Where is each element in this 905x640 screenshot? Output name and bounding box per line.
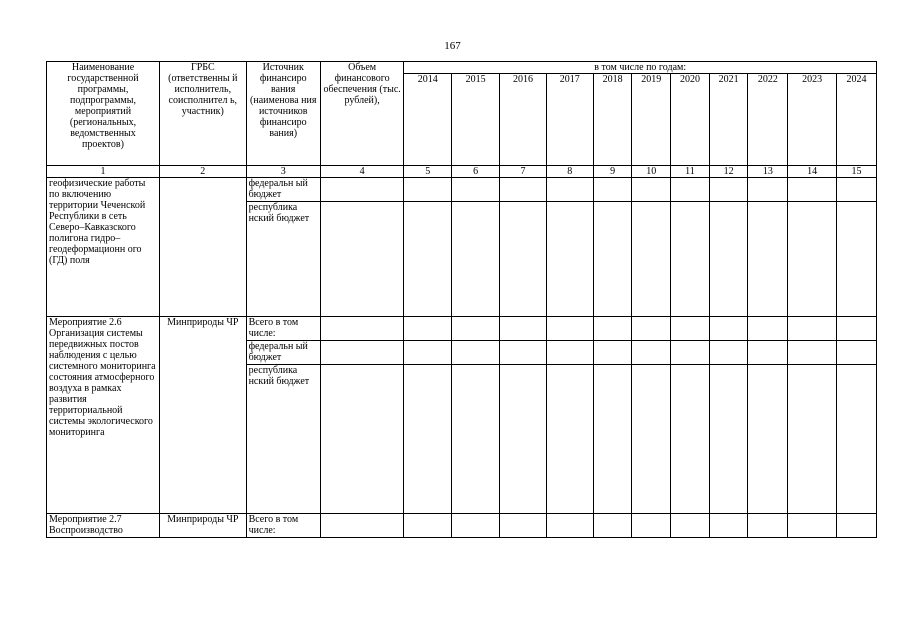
row-source-cell: республика нский бюджет [246, 202, 320, 317]
year-cell [404, 317, 452, 341]
header-funding-source: Источник финансиро вания (наименова ния источников финансиро вания) [246, 62, 320, 166]
column-number: 10 [632, 166, 671, 178]
year-cell [788, 178, 837, 202]
year-cell [837, 202, 877, 317]
year-cell [404, 341, 452, 365]
header-row-top [47, 62, 877, 74]
year-cell [748, 514, 788, 538]
header-year: 2021 [709, 74, 748, 166]
year-cell [709, 514, 748, 538]
year-cell [452, 365, 500, 514]
column-number: 7 [500, 166, 547, 178]
year-cell [671, 341, 710, 365]
column-number: 14 [788, 166, 837, 178]
year-cell [593, 365, 632, 514]
year-cell [788, 341, 837, 365]
year-cell [671, 202, 710, 317]
year-cell [837, 365, 877, 514]
year-cell [632, 178, 671, 202]
year-cell [546, 178, 593, 202]
year-cell [546, 514, 593, 538]
header-year: 2019 [632, 74, 671, 166]
year-cell [632, 317, 671, 341]
volume-cell [320, 202, 403, 317]
year-cell [671, 317, 710, 341]
year-cell [709, 317, 748, 341]
year-cell [788, 365, 837, 514]
row-grbs-cell: Минприроды ЧР [160, 317, 247, 514]
year-cell [452, 317, 500, 341]
year-cell [748, 178, 788, 202]
column-number: 9 [593, 166, 632, 178]
year-cell [500, 317, 547, 341]
year-cell [709, 202, 748, 317]
year-cell [788, 202, 837, 317]
table-row [47, 514, 877, 538]
year-cell [837, 341, 877, 365]
volume-cell [320, 178, 403, 202]
year-cell [500, 341, 547, 365]
year-cell [593, 317, 632, 341]
column-number: 6 [452, 166, 500, 178]
row-source-cell: федеральн ый бюджет [246, 341, 320, 365]
header-year: 2014 [404, 74, 452, 166]
row-source-cell: республика нский бюджет [246, 365, 320, 514]
year-cell [546, 202, 593, 317]
header-year: 2015 [452, 74, 500, 166]
header-year: 2022 [748, 74, 788, 166]
column-number: 13 [748, 166, 788, 178]
year-cell [500, 202, 547, 317]
header-year: 2023 [788, 74, 837, 166]
row-source-cell: Всего в том числе: [246, 514, 320, 538]
year-cell [709, 178, 748, 202]
year-cell [404, 178, 452, 202]
column-number: 11 [671, 166, 710, 178]
year-cell [748, 202, 788, 317]
year-cell [593, 341, 632, 365]
header-year: 2016 [500, 74, 547, 166]
row-grbs-cell: Минприроды ЧР [160, 514, 247, 538]
column-number: 1 [47, 166, 160, 178]
year-cell [837, 317, 877, 341]
year-cell [546, 341, 593, 365]
row-grbs-cell [160, 178, 247, 317]
volume-cell [320, 514, 403, 538]
year-cell [632, 365, 671, 514]
header-year: 2024 [837, 74, 877, 166]
year-cell [671, 365, 710, 514]
header-year: 2017 [546, 74, 593, 166]
year-cell [788, 514, 837, 538]
year-cell [748, 317, 788, 341]
year-cell [709, 341, 748, 365]
year-cell [748, 365, 788, 514]
volume-cell [320, 317, 403, 341]
year-cell [546, 365, 593, 514]
column-number: 8 [546, 166, 593, 178]
row-name-cell: Мероприятие 2.7 Воспроизводство [47, 514, 160, 538]
header-year: 2020 [671, 74, 710, 166]
header-grbs: ГРБС (ответственны й исполнитель, соисполнител ь, участник) [160, 62, 247, 166]
year-cell [404, 365, 452, 514]
year-cell [709, 365, 748, 514]
year-cell [671, 514, 710, 538]
column-number: 2 [160, 166, 247, 178]
year-cell [404, 202, 452, 317]
volume-cell [320, 341, 403, 365]
budget-table [46, 61, 877, 538]
year-cell [404, 514, 452, 538]
row-source-cell: федеральн ый бюджет [246, 178, 320, 202]
year-cell [671, 178, 710, 202]
year-cell [837, 178, 877, 202]
column-number: 5 [404, 166, 452, 178]
year-cell [788, 317, 837, 341]
column-number: 12 [709, 166, 748, 178]
column-number-row [47, 166, 877, 178]
year-cell [500, 365, 547, 514]
year-cell [632, 202, 671, 317]
year-cell [452, 341, 500, 365]
column-number: 4 [320, 166, 403, 178]
column-number: 15 [837, 166, 877, 178]
header-funding-volume: Объем финансового обеспечения (тыс. рублей), [320, 62, 403, 166]
volume-cell [320, 365, 403, 514]
year-cell [500, 514, 547, 538]
year-cell [632, 514, 671, 538]
table-row [47, 317, 877, 341]
year-cell [452, 202, 500, 317]
row-name-cell: геофизические работы по включению территории Чеченской Республики в сеть Северо–Кавказского полигона гидро–геодеформационн ого (ГД) поля [47, 178, 160, 317]
table-row [47, 178, 877, 202]
row-source-cell: Всего в том числе: [246, 317, 320, 341]
year-cell [748, 341, 788, 365]
page-number: 167 [444, 40, 461, 52]
year-cell [546, 317, 593, 341]
year-cell [452, 178, 500, 202]
header-program-name: Наименование государственной программы, подпрограммы, мероприятий (региональных, ведомственных проектов) [47, 62, 160, 166]
row-name-cell: Мероприятие 2.6 Организация системы передвижных постов наблюдения с целью системного мониторинга состояния атмосферного воздуха в рамках развития территориальной системы экологического мониторинга [47, 317, 160, 514]
header-year: 2018 [593, 74, 632, 166]
year-cell [593, 202, 632, 317]
year-cell [632, 341, 671, 365]
year-cell [500, 178, 547, 202]
year-cell [593, 514, 632, 538]
year-cell [837, 514, 877, 538]
column-number: 3 [246, 166, 320, 178]
year-cell [452, 514, 500, 538]
year-cell [593, 178, 632, 202]
header-years-title: в том числе по годам: [404, 62, 877, 74]
